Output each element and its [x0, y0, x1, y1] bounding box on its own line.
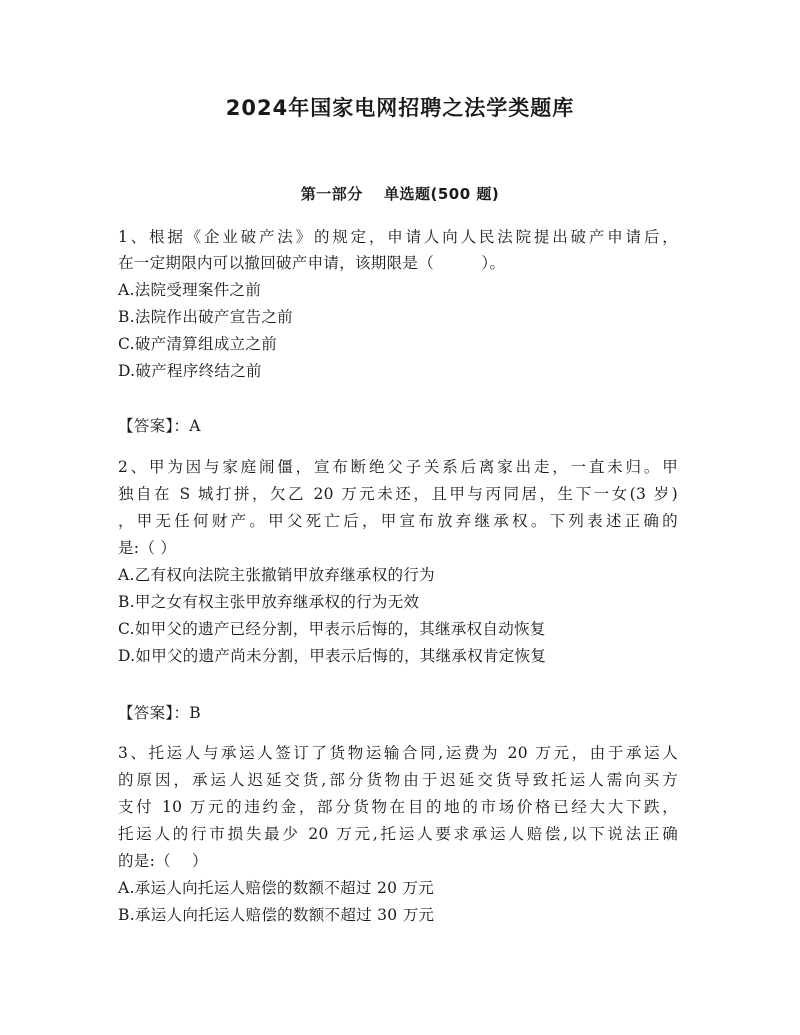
- question-3-stem-line: 支付 10 万元的违约金，部分货物在目的地的市场价格已经大大下跌，: [118, 798, 678, 816]
- question-1-stem-line: 在一定期限内可以撤回破产申请，该期限是（ ）。: [118, 254, 506, 272]
- question-1-stem-line: 1、根据《企业破产法》的规定，申请人向人民法院提出破产申请后，: [118, 228, 678, 246]
- question-2-stem-line: 是:（ ）: [118, 539, 177, 557]
- question-3-stem-line: 的原因，承运人迟延交货,部分货物由于迟延交货导致托运人需向买方: [118, 771, 678, 789]
- document-title: 2024年国家电网招聘之法学类题库: [225, 96, 575, 120]
- question-2-answer: 【答案】：B: [118, 704, 201, 722]
- question-2-stem-line: ，甲无任何财产。甲父死亡后，甲宣布放弃继承权。下列表述正确的: [118, 512, 678, 530]
- question-1-option-a: A.法院受理案件之前: [118, 281, 262, 299]
- question-3-stem-line: 3、托运人与承运人签订了货物运输合同,运费为 20 万元，由于承运人: [118, 744, 678, 762]
- question-3-stem-line: 托运人的行市损失最少 20 万元,托运人要求承运人赔偿,以下说法正确: [118, 825, 678, 843]
- question-1-option-d: D.破产程序终结之前: [118, 362, 262, 380]
- section-heading: 第一部分 单选题(500 题): [300, 185, 500, 203]
- question-2-option-c: C.如甲父的遗产已经分割，甲表示后悔的，其继承权自动恢复: [118, 620, 546, 638]
- question-1-answer: 【答案】：A: [118, 417, 201, 435]
- question-2-option-a: A.乙有权向法院主张撤销甲放弃继承权的行为: [118, 566, 435, 584]
- question-2-stem-line: 2、甲为因与家庭闹僵，宣布断绝父子关系后离家出走，一直未归。甲: [118, 458, 678, 476]
- question-3-option-a: A.承运人向托运人赔偿的数额不超过 20 万元: [118, 879, 435, 897]
- question-2-stem-line: 独自在 S 城打拼，欠乙 20 万元未还，且甲与丙同居，生下一女(3 岁): [118, 485, 678, 503]
- question-2-option-b: B.甲之女有权主张甲放弃继承权的行为无效: [118, 593, 420, 611]
- question-1-option-c: C.破产清算组成立之前: [118, 335, 278, 353]
- question-3-option-b: B.承运人向托运人赔偿的数额不超过 30 万元: [118, 906, 435, 924]
- question-2-option-d: D.如甲父的遗产尚未分割，甲表示后悔的，其继承权肯定恢复: [118, 647, 547, 665]
- question-1-option-b: B.法院作出破产宣告之前: [118, 308, 293, 326]
- question-3-stem-line: 的是:（ ）: [118, 852, 208, 870]
